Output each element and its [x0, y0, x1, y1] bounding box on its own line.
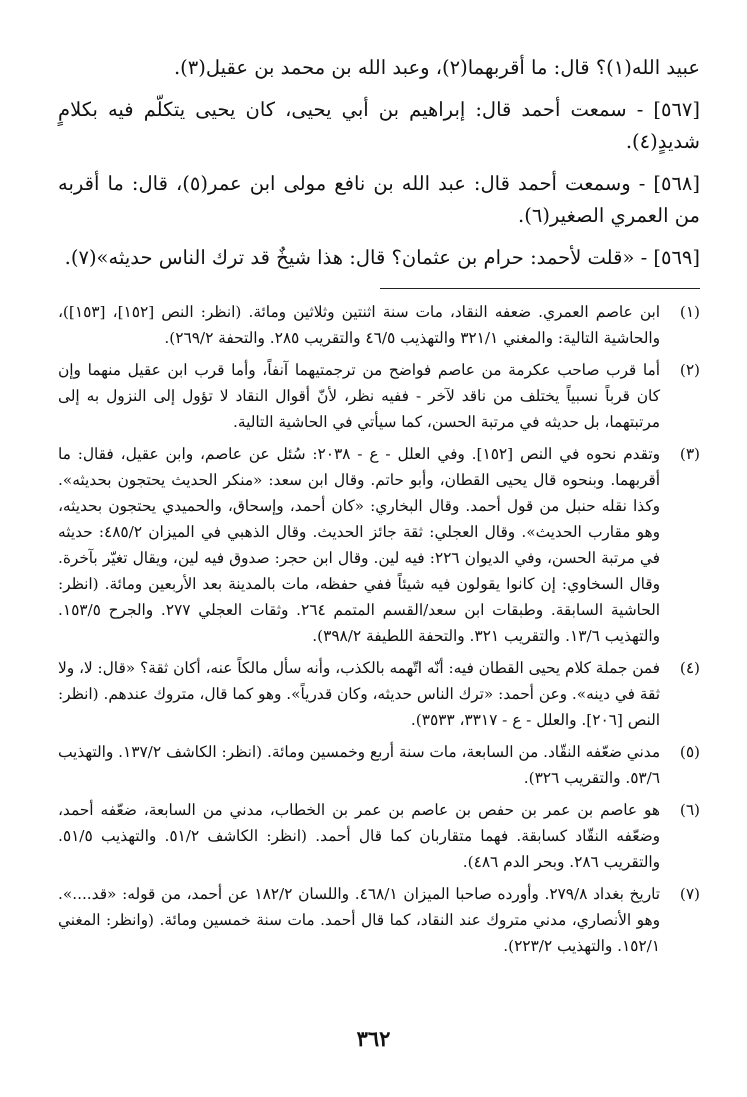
footnote-text: فمن جملة كلام يحيى القطان فيه: أنّه اتّهمه بالكذب، وأنه سأل مالكاً عنه، أكان ثقة؟ «قال: لا، ولا ثقة في دينه». وعن أحمد: «ترك الناس حديثه، وكان قدرياً». وهو كما قال، متروك عندهم. (انظر: النص [٢٠٦]. والعلل - ع - ٣٣١٧، ٣٥٣٣). — [58, 659, 660, 729]
footnote-text: تاريخ بغداد ٢٧٩/٨. وأورده صاحبا الميزان ٤٦٨/١. واللسان ١٨٢/٢ عن أحمد، من قوله: «قد....». وهو الأنصاري، مدني متروك عند النقاد، كما قال أحمد. مات سنة خمسين ومائة. (وانظر: المغني ١٥٢/١. والتهذيب ٢٢٣/٢). — [58, 885, 660, 955]
main-paragraph-1: عبيد الله(١)؟ قال: ما أقربهما(٢)، وعبد الله بن محمد بن عقيل(٣). — [173, 56, 700, 79]
main-paragraph-567: [٥٦٧] - سمعت أحمد قال: إبراهيم بن أبي يحيى، كان يحيى يتكلّم فيه بكلامٍ شديدٍ(٤). — [58, 98, 700, 153]
footnote-divider — [380, 288, 700, 289]
footnote-5 — [58, 739, 700, 791]
footnote-number: (٧) — [679, 885, 700, 903]
footnote-number: (١) — [679, 303, 700, 321]
footnote-text: ابن عاصم العمري. ضعفه النقاد، مات سنة اثنتين وثلاثين ومائة. (انظر: النص [١٥٢]، [١٥٣])، والحاشية التالية: والمغني ٣٢١/١ والتهذيب ٤٦/٥ والتقريب ٢٨٥. والتحفة ٢٦٩/٢). — [58, 303, 660, 347]
main-paragraph-568: [٥٦٨] - وسمعت أحمد قال: عبد الله بن نافع مولى ابن عمر(٥)، قال: ما أقربه من العمري الصغير(٦). — [58, 172, 700, 227]
footnote-number: (٢) — [679, 361, 700, 379]
footnote-6 — [58, 797, 700, 875]
footnote-number: (٤) — [679, 659, 700, 677]
footnote-2 — [58, 357, 700, 435]
footnote-3 — [58, 441, 700, 649]
footnote-1 — [58, 299, 700, 351]
footnote-text: هو عاصم بن عمر بن حفص بن عاصم بن عمر بن الخطاب، مدني من السابعة، ضعّفه أحمد، وضعّفه النقّاد كسابقة. فهما متقاربان كما قال أحمد. (انظر: الكاشف ٥١/٢. والتهذيب ٥١/٥. والتقريب ٢٨٦. وبحر الدم ٤٨٦). — [58, 801, 660, 871]
footnote-4 — [58, 655, 700, 733]
main-paragraph-569: [٥٦٩] - «قلت لأحمد: حرام بن عثمان؟ قال: هذا شيخٌ قد ترك الناس حديثه»(٧). — [64, 246, 700, 269]
main-text — [58, 52, 700, 274]
footnote-text: أما قرب صاحب عكرمة من عاصم فواضح من ترجمتيهما آنفاً، وأما قرب ابن عقيل منهما وإن كان قرباً نسبياً يختلف من ناقد لآخر - ففيه نظر، لأنّ أقوال النقاد لا تؤول إلى النزول به إلى مرتبتهما، بل حديثه في مرتبة الحسن، كما سيأتي في الحاشية التالية. — [58, 361, 660, 431]
footnotes — [58, 299, 700, 959]
footnote-text: مدني ضعّفه النقّاد. من السابعة، مات سنة أربع وخمسين ومائة. (انظر: الكاشف ١٣٧/٢. والتهذيب ٥٣/٦. والتقريب ٣٢٦). — [58, 743, 661, 787]
footnote-number: (٣) — [679, 445, 700, 463]
page-body — [58, 52, 700, 965]
footnote-text: وتقدم نحوه في النص [١٥٢]. وفي العلل - ع - ٢٠٣٨: سُئل عن عاصم، وابن عقيل، فقال: ما أقربهما. وبنحوه قال يحيى القطان، وأبو حاتم. وقال ابن سعد: «منكر الحديث يحتجون بحديثه». وكذا نقله حنبل من قول أحمد. وقال البخاري: «كان أحمد، وإسحاق، والحميدي يحتجون بحديثه، وهو مقارب الحديث». وقال العجلي: ثقة جائز الحديث. وقال الذهبي في الميزان ٤٨٥/٢: حديثه في مرتبة الحسن، وفي الديوان ٢٢٦: فيه لين. وقال ابن حجر: صدوق فيه لين، ويقال تغيّر بآخرة. وقال السخاوي: إن كانوا يقولون فيه شيئاً ففي حفظه، مات بالمدينة بعد الأربعين ومائة. (انظر: الحاشية السابقة. وطبقات ابن سعد/القسم المتمم ٢٦٤. وثقات العجلي ٢٧٧. والجرح ١٥٣/٥. والتهذيب ١٣/٦. والتقريب ٣٢١. والتحفة اللطيفة ٣٩٨/٢). — [58, 445, 660, 645]
footnote-number: (٥) — [679, 743, 700, 761]
footnote-7 — [58, 881, 700, 959]
footnote-number: (٦) — [679, 801, 700, 819]
page-number: ٣٦٢ — [356, 1026, 391, 1051]
